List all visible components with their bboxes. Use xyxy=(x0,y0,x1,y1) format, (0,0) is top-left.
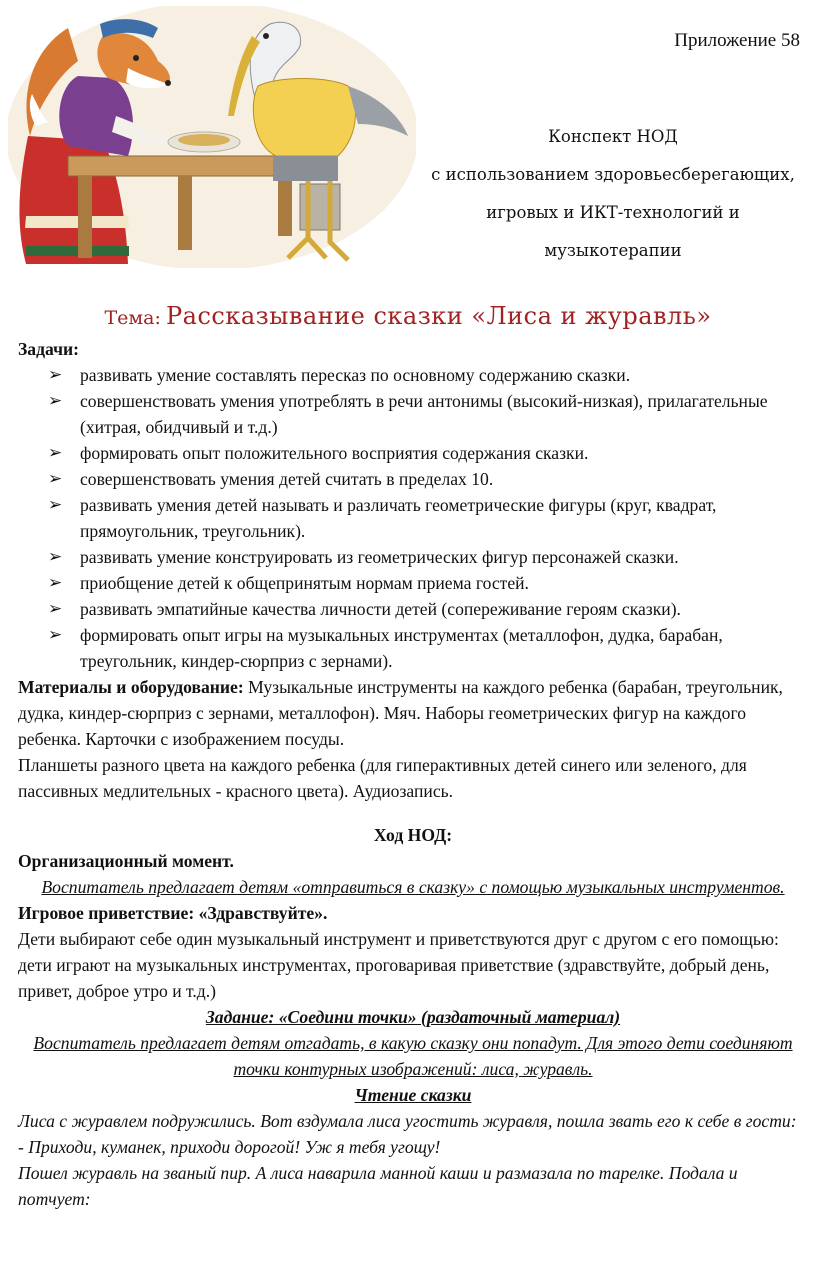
task-text: развивать умение составлять пересказ по основному содержанию сказки. xyxy=(80,365,631,385)
task-text: совершенствовать умения детей считать в пределах 10. xyxy=(80,469,494,489)
konspekt-line: игровых и ИКТ-технологий и музыкотерапии xyxy=(486,203,740,260)
task-text: формировать опыт игры на музыкальных инструментах (металлофон, дудка, барабан, треугольник, киндер-сюрприз с зернами). xyxy=(80,625,723,671)
task-item xyxy=(18,440,808,466)
task-item xyxy=(18,544,808,570)
arrow-bullet-icon: ➢ xyxy=(48,469,63,488)
dots-task-heading: Задание: «Соедини точки» (раздаточный материал) xyxy=(205,1007,621,1027)
course-heading: Ход НОД: xyxy=(373,825,453,845)
fox-and-crane-illustration xyxy=(8,6,416,268)
materials-label: Материалы и оборудование: xyxy=(18,677,244,697)
arrow-bullet-icon: ➢ xyxy=(48,365,63,384)
tasks-list xyxy=(18,362,808,674)
task-item xyxy=(18,492,808,544)
greeting-heading: Игровое приветствие: «Здравствуйте». xyxy=(18,903,328,923)
task-text: развивать умение конструировать из геометрических фигур персонажей сказки. xyxy=(80,547,679,567)
greeting-text: Дети выбирают себе один музыкальный инструмент и приветствуются друг с другом с его помощью: дети играют на музыкальных инструментах, проговаривая приветствие (здравствуйте, добрый день, привет, доброе утро и т.д.) xyxy=(18,929,779,1001)
task-text: формировать опыт положительного восприятия содержания сказки. xyxy=(80,443,589,463)
task-item xyxy=(18,596,808,622)
theme-title xyxy=(0,302,816,330)
task-item xyxy=(18,622,808,674)
konspekt-line: Конспект НОД xyxy=(548,127,678,146)
org-moment-heading: Организационный момент. xyxy=(18,851,234,871)
story-paragraph: Пошел журавль на званый пир. А лиса наварила манной каши и размазала по тарелке. Подала и потчует: xyxy=(18,1163,738,1209)
task-item xyxy=(18,466,808,492)
story-paragraph: Лиса с журавлем подружились. Вот вздумала лиса угостить журавля, пошла звать его к себе в гости: xyxy=(18,1111,797,1131)
materials-text: Музыкальные инструменты на каждого ребенка (барабан, треугольник, дудка, киндер-сюрприз с зернами, металлофон). Мяч. Наборы геометрических фигур на каждого ребенка. Карточки с изображением посуды. xyxy=(18,677,783,749)
arrow-bullet-icon: ➢ xyxy=(48,391,63,410)
story-paragraph: - Приходи, куманек, приходи дорогой! Уж я тебя угощу! xyxy=(18,1137,441,1157)
task-text: приобщение детей к общепринятым нормам приема гостей. xyxy=(80,573,529,593)
arrow-bullet-icon: ➢ xyxy=(48,599,63,618)
konspekt-line: с использованием здоровьесберегающих, xyxy=(431,165,795,184)
arrow-bullet-icon: ➢ xyxy=(48,625,63,644)
task-item xyxy=(18,388,808,440)
arrow-bullet-icon: ➢ xyxy=(48,443,63,462)
arrow-bullet-icon: ➢ xyxy=(48,495,63,514)
arrow-bullet-icon: ➢ xyxy=(48,573,63,592)
document-body xyxy=(18,336,808,1212)
theme-label: Тема: xyxy=(104,307,161,329)
appendix-number: Приложение 58 xyxy=(674,30,800,51)
reading-heading: Чтение сказки xyxy=(354,1085,472,1105)
materials-paragraph xyxy=(18,674,808,752)
task-text: развивать умения детей называть и различать геометрические фигуры (круг, квадрат, прямоугольник, треугольник). xyxy=(80,495,717,541)
task-item xyxy=(18,362,808,388)
task-item xyxy=(18,570,808,596)
konspekt-block xyxy=(420,118,806,270)
theme-name: Рассказывание сказки «Лиса и журавль» xyxy=(165,302,712,330)
org-moment-note: Воспитатель предлагает детям «отправиться в сказку» с помощью музыкальных инструментов. xyxy=(41,877,785,897)
tasks-heading: Задачи: xyxy=(18,339,79,359)
task-text: развивать эмпатийные качества личности детей (сопереживание героям сказки). xyxy=(80,599,681,619)
arrow-bullet-icon: ➢ xyxy=(48,547,63,566)
task-text: совершенствовать умения употреблять в речи антонимы (высокий-низкая), прилагательные (хитрая, обидчивый и т.д.) xyxy=(80,391,768,437)
dots-task-note: Воспитатель предлагает детям отгадать, в какую сказку они попадут. Для этого дети соединяют точки контурных изображений: лиса, журавль. xyxy=(33,1033,793,1079)
materials-paragraph-2: Планшеты разного цвета на каждого ребенка (для гиперактивных детей синего или зеленого, для пассивных медлительных - красного цвета). Аудиозапись. xyxy=(18,755,747,801)
